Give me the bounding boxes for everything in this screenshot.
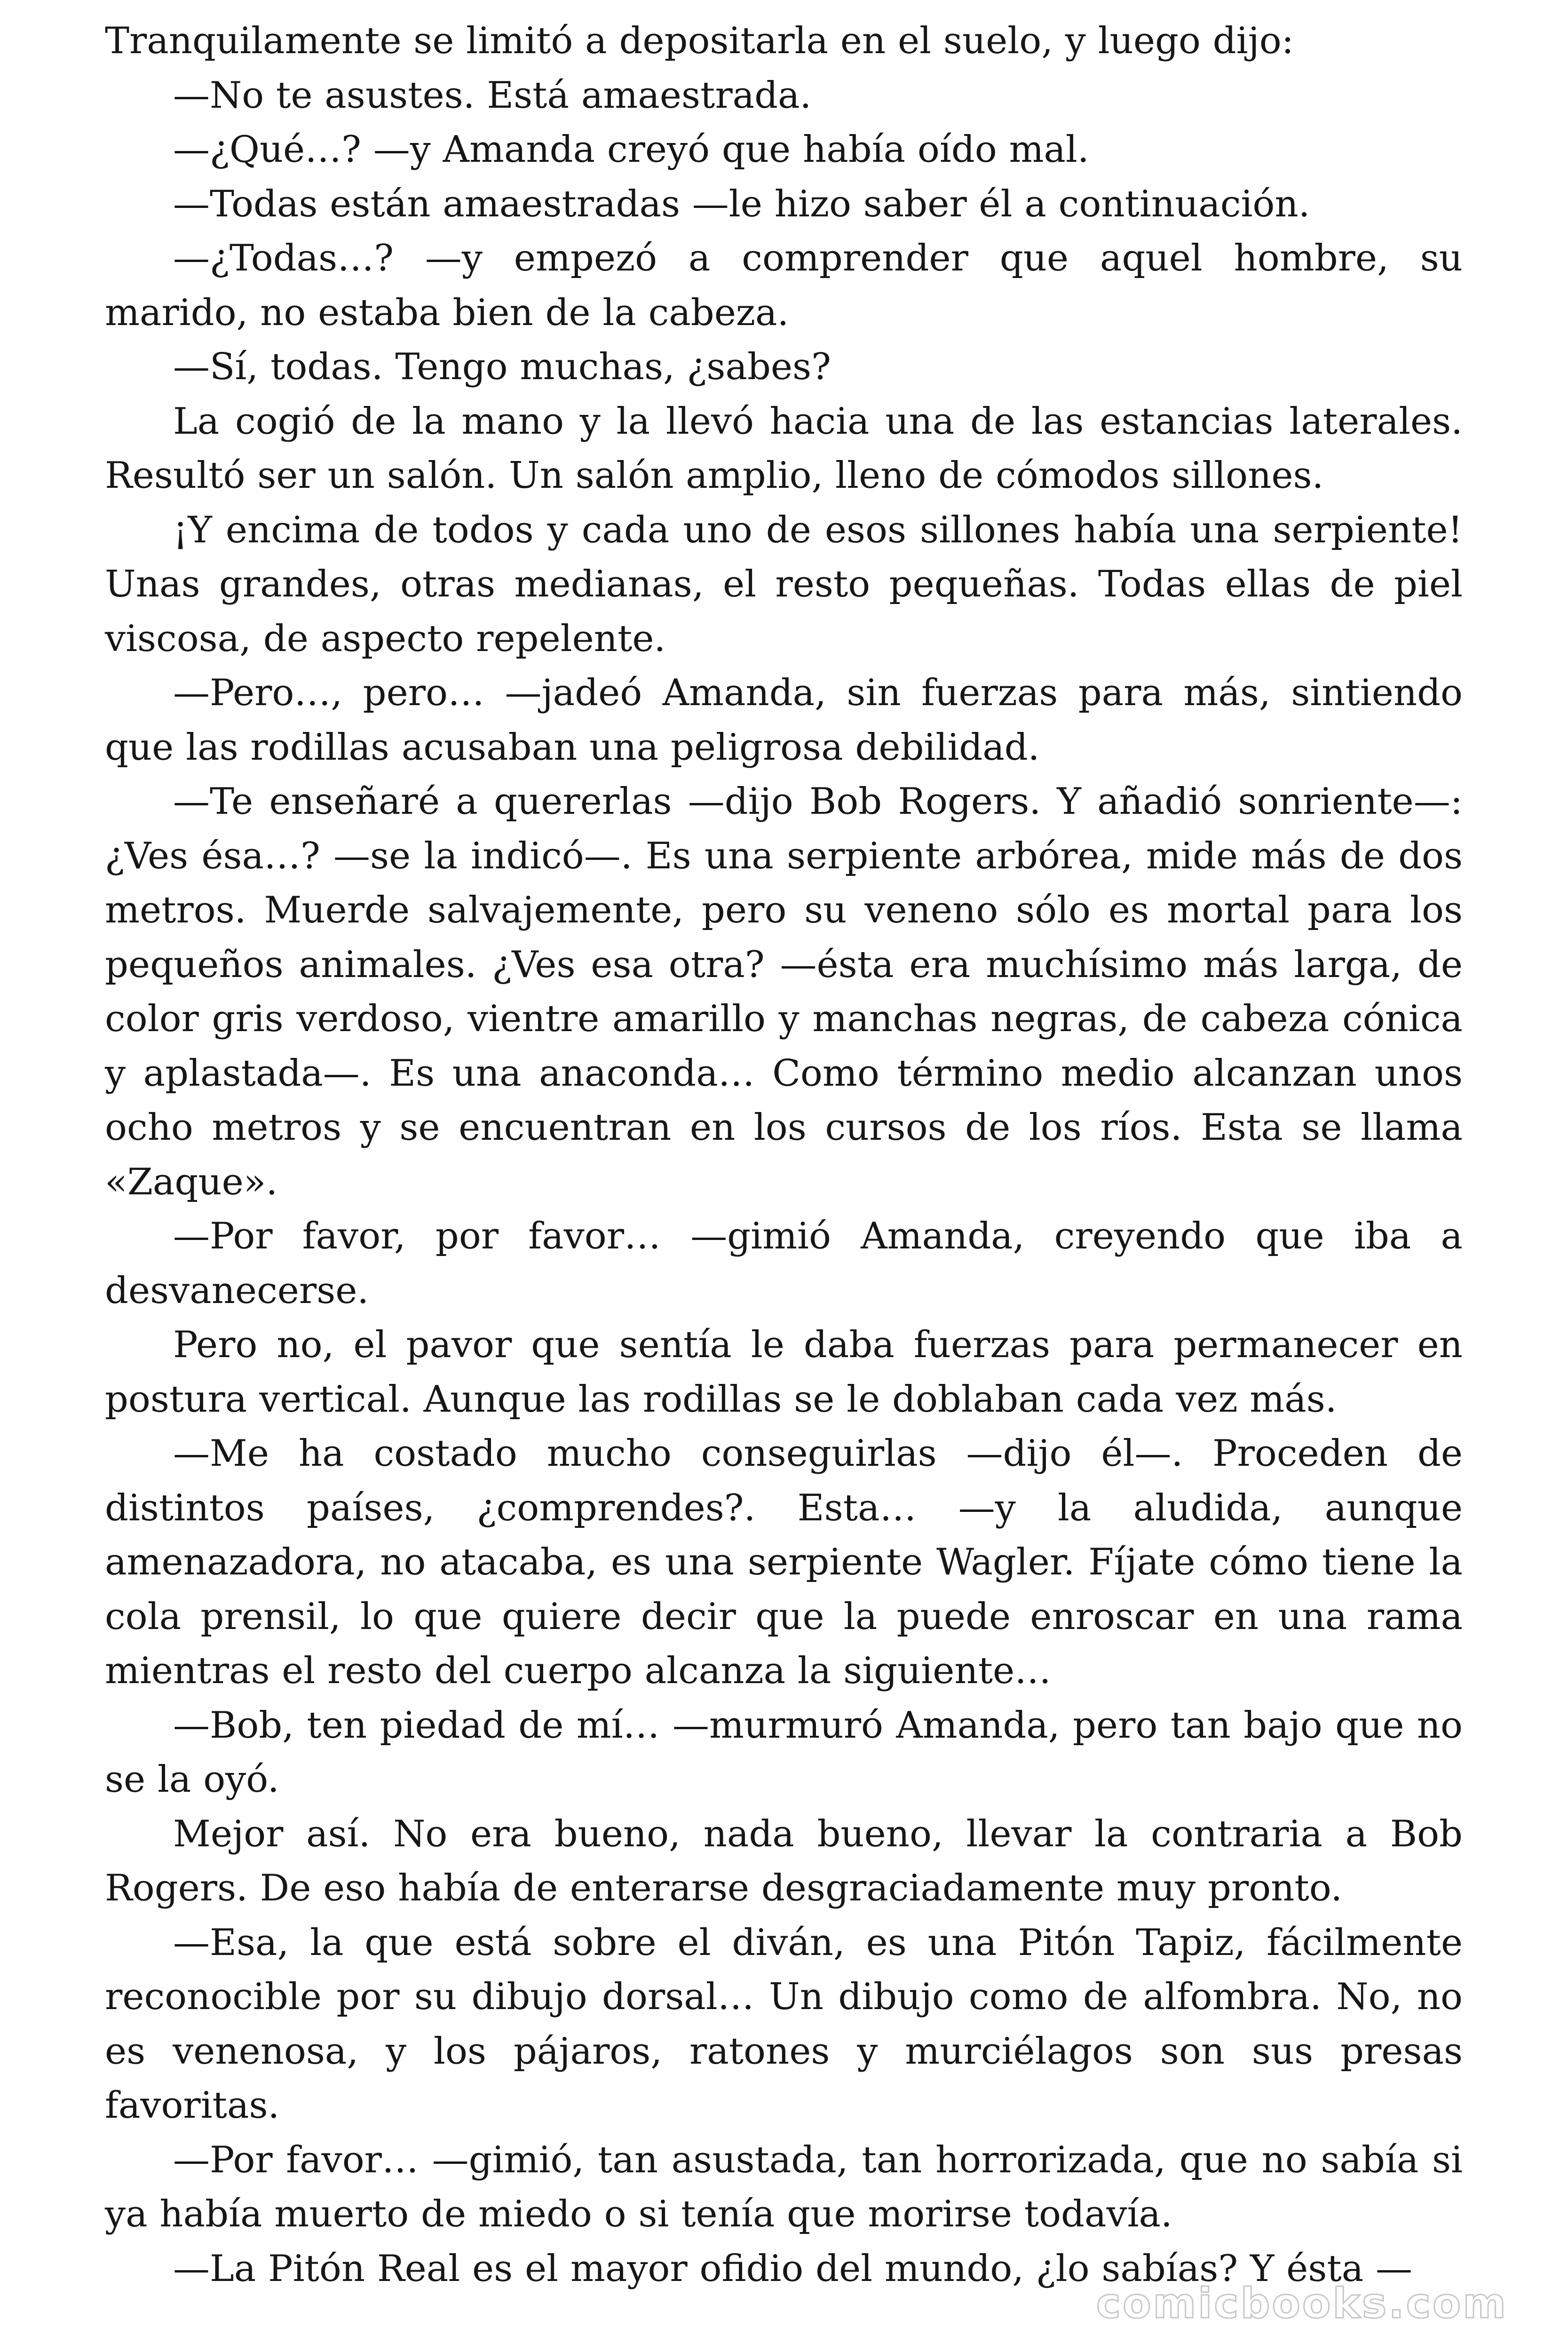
paragraph: Pero no, el pavor que sentía le daba fuerzas para permanecer en postura vertical. Aunque las rodillas se le doblaban cada vez más.: [105, 1324, 1463, 1421]
paragraph: —Esa, la que está sobre el diván, es una Pitón Tapiz, fácilmente reconocible por su dibujo dorsal… Un dibujo como de alfombra. No, no es venenosa, y los pájaros, ratones y murciélagos son sus presas favoritas.: [105, 1921, 1463, 2127]
paragraph: La cogió de la mano y la llevó hacia una de las estancias laterales. Resultó ser un salón. Un salón amplio, lleno de cómodos sillones.: [105, 400, 1463, 497]
paragraph: —Te enseñaré a quererlas —dijo Bob Rogers. Y añadió sonriente—: ¿Ves ésa…? —se la indicó—. Es una serpiente arbórea, mide más de dos metros. Muerde salvajemente, pero su veneno sólo es mortal para los pequeños animales. ¿Ves esa otra? —ésta era muchísimo más larga, de color gris verdoso, vientre amarillo y manchas negras, de cabeza cónica y aplastada—. Es una anaconda… Como término medio alcanzan unos ocho metros y se encuentran en los cursos de los ríos. Esta se llama «Zaque».: [105, 780, 1463, 1203]
paragraph: —Bob, ten piedad de mí… —murmuró Amanda, pero tan bajo que no se la oyó.: [105, 1704, 1463, 1801]
watermark: comicbooks.com: [1096, 2279, 1508, 2328]
paragraph: —Todas están amaestradas —le hizo saber él a continuación.: [173, 183, 1310, 225]
body-text: [105, 14, 1463, 2296]
paragraph: —No te asustes. Está amaestrada.: [173, 74, 812, 117]
paragraph: —¿Todas…? —y empezó a comprender que aquel hombre, su marido, no estaba bien de la cabeza.: [105, 237, 1463, 334]
paragraph: —Por favor… —gimió, tan asustada, tan horrorizada, que no sabía si ya había muerto de miedo o si tenía que morirse todavía.: [105, 2138, 1463, 2235]
paragraph: ¡Y encima de todos y cada uno de esos sillones había una serpiente! Unas grandes, otras medianas, el resto pequeñas. Todas ellas de piel viscosa, de aspecto repelente.: [105, 509, 1463, 660]
paragraph: —¿Qué…? —y Amanda creyó que había oído mal.: [173, 128, 1089, 171]
paragraph: —La Pitón Real es el mayor ofidio del mundo, ¿lo sabías? Y ésta —: [173, 2247, 1412, 2290]
paragraph: Tranquilamente se limitó a depositarla en el suelo, y luego dijo:: [105, 20, 1294, 62]
paragraph: Mejor así. No era bueno, nada bueno, llevar la contraria a Bob Rogers. De eso había de enterarse desgraciadamente muy pronto.: [105, 1812, 1463, 1909]
paragraph: —Sí, todas. Tengo muchas, ¿sabes?: [173, 346, 831, 388]
paragraph: —Pero…, pero… —jadeó Amanda, sin fuerzas para más, sintiendo que las rodillas acusaban una peligrosa debilidad.: [105, 672, 1463, 769]
paragraph: —Por favor, por favor… —gimió Amanda, creyendo que iba a desvanecerse.: [105, 1215, 1463, 1312]
paragraph: —Me ha costado mucho conseguirlas —dijo él—. Proceden de distintos países, ¿comprendes?. Esta… —y la aludida, aunque amenazadora, no atacaba, es una serpiente Wagler. Fíjate cómo tiene la cola prensil, lo que quiere decir que la puede enroscar en una rama mientras el resto del cuerpo alcanza la siguiente…: [105, 1432, 1463, 1692]
